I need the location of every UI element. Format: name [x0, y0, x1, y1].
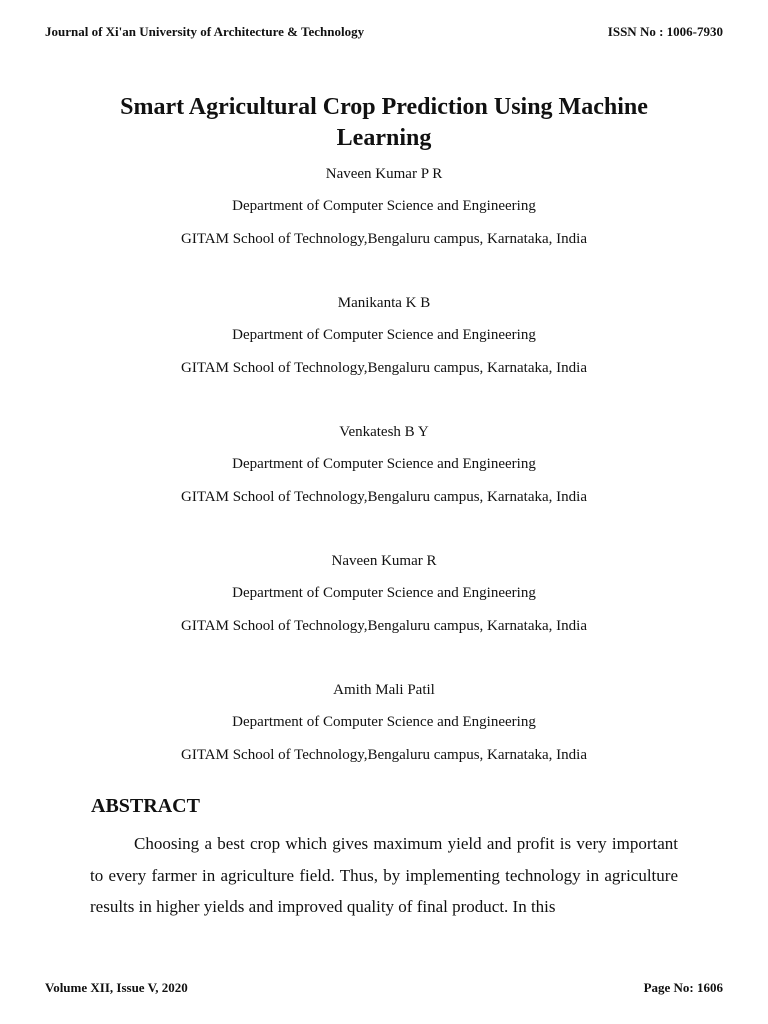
paper-title: Smart Agricultural Crop Prediction Using Machine Learning [120, 94, 648, 151]
author-block [84, 679, 684, 776]
author-block [84, 421, 684, 550]
author-name: Manikanta K B [337, 295, 431, 311]
author-institution: GITAM School of Technology,Bengaluru campus, Karnataka, India [181, 746, 587, 763]
author-institution: GITAM School of Technology,Bengaluru campus, Karnataka, India [181, 617, 587, 634]
author-institution: GITAM School of Technology,Bengaluru campus, Karnataka, India [181, 359, 587, 376]
abstract-heading: ABSTRACT [91, 795, 200, 817]
author-institution: GITAM School of Technology,Bengaluru campus, Karnataka, India [181, 230, 587, 247]
author-block [84, 550, 684, 679]
author-name: Naveen Kumar R [331, 553, 437, 569]
author-department: Department of Computer Science and Engineering [232, 198, 536, 215]
author-institution: GITAM School of Technology,Bengaluru campus, Karnataka, India [181, 488, 587, 505]
author-department: Department of Computer Science and Engineering [232, 585, 536, 602]
author-name: Naveen Kumar P R [325, 166, 443, 182]
journal-name: Journal of Xi'an University of Architecture & Technology [45, 24, 365, 39]
author-block [84, 292, 684, 421]
author-list [84, 163, 684, 776]
author-department: Department of Computer Science and Engineering [232, 327, 536, 344]
volume-issue: Volume XII, Issue V, 2020 [45, 980, 188, 995]
author-name: Venkatesh B Y [339, 424, 429, 440]
author-block [84, 163, 684, 292]
author-department: Department of Computer Science and Engineering [232, 714, 536, 731]
page-number: Page No: 1606 [643, 980, 723, 995]
author-department: Department of Computer Science and Engineering [232, 456, 536, 473]
abstract-paragraph: Choosing a best crop which gives maximum yield and profit is very important to every farmer in agriculture field. Thus, by implementing technology in agriculture results in higher yields and improved quality of final product. In this [90, 834, 678, 916]
abstract-body [90, 828, 678, 923]
issn-number: ISSN No : 1006-7930 [607, 24, 723, 39]
author-name: Amith Mali Patil [333, 682, 435, 698]
